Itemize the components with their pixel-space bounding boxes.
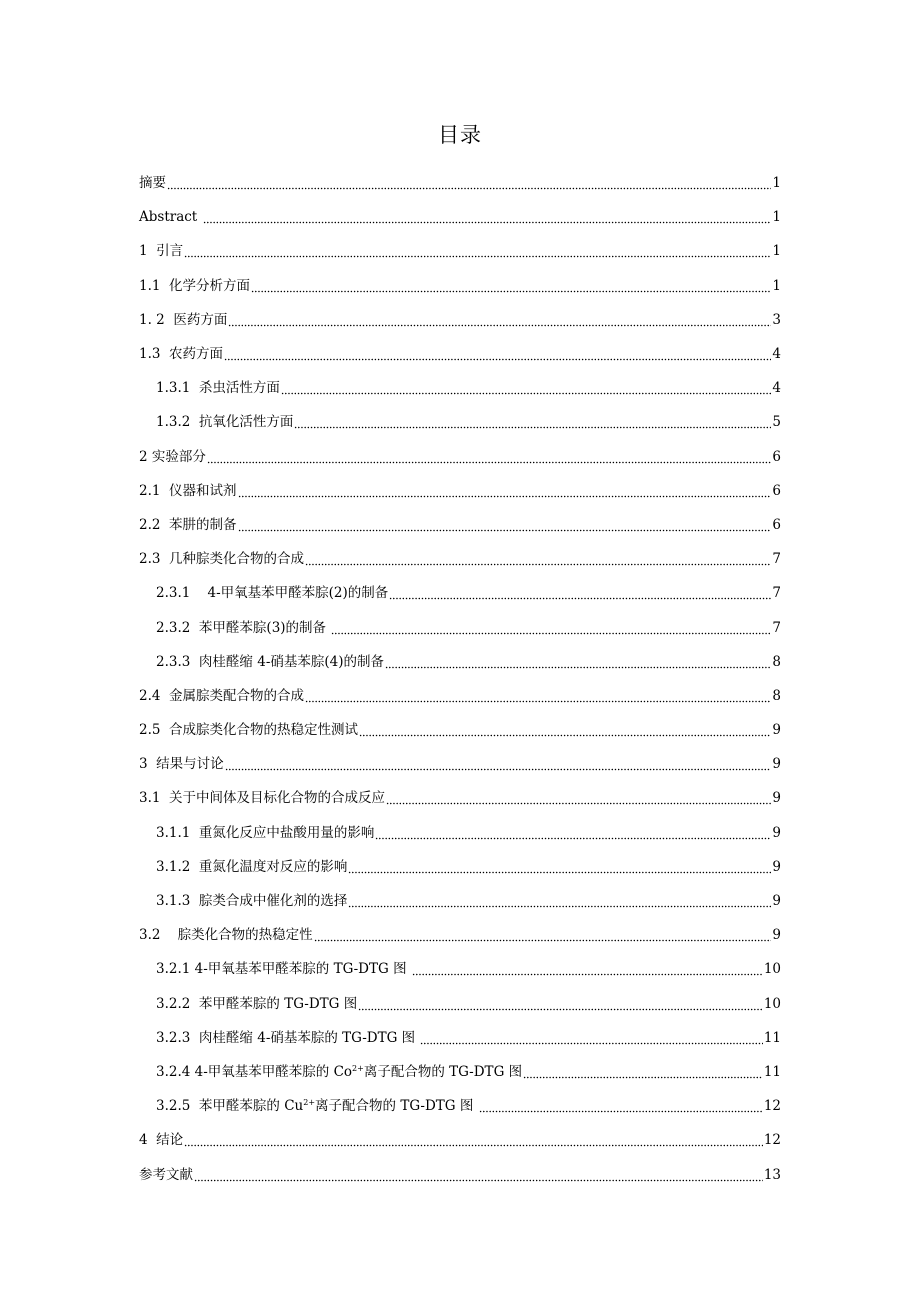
toc-page-number: 10 [763, 995, 781, 1012]
toc-entry-label: 3.2.3 肉桂醛缩 4-硝基苯腙的 TG-DTG 图 [156, 1029, 420, 1046]
dot-leader [305, 687, 771, 705]
toc-page-number: 9 [772, 824, 781, 841]
dot-leader [479, 1097, 763, 1115]
toc-page-number: 4 [772, 346, 781, 363]
toc-entry[interactable] [139, 508, 781, 542]
toc-entry-label: 2.3.2 苯甲醛苯腙(3)的制备 [156, 619, 331, 636]
dot-leader [184, 242, 771, 260]
toc-entry[interactable] [139, 1123, 781, 1157]
toc-entry[interactable] [139, 200, 781, 234]
charge-superscript: 2+ [303, 1098, 316, 1108]
label-text-after: 离子配合物的 TG-DTG 图 [315, 1098, 478, 1115]
toc-entry[interactable] [139, 781, 781, 815]
toc-page-number: 7 [772, 585, 781, 602]
toc-page-number: 11 [763, 1063, 781, 1080]
toc-entry-label: 2.3.1 4-甲氧基苯甲醛苯腙(2)的制备 [156, 585, 389, 602]
toc-entry-label: 1.3 农药方面 [139, 346, 224, 363]
toc-entry-label: 3.2 腙类化合物的热稳定性 [139, 927, 313, 944]
toc-entry-label: 1.3.2 抗氧化活性方面 [156, 414, 294, 431]
toc-entry-label: 3.1.2 重氮化温度对反应的影响 [156, 858, 348, 875]
toc-page-number: 5 [772, 414, 781, 431]
toc-entry[interactable] [139, 1089, 781, 1123]
toc-entry-label: 1. 2 医药方面 [139, 311, 228, 328]
toc-page-number: 9 [772, 722, 781, 739]
toc-entry[interactable] [139, 987, 781, 1021]
toc-page-number: 8 [772, 653, 781, 670]
toc-entry[interactable] [139, 371, 781, 405]
dot-leader [238, 482, 772, 500]
dot-leader [375, 824, 771, 842]
label-text: 3.2.4 4-甲氧基苯甲醛苯腙的 Co [156, 1063, 353, 1080]
toc-entry-label: 3.1 关于中间体及目标化合物的合成反应 [139, 790, 386, 807]
toc-entry-label: 3.2.2 苯甲醛苯腙的 TG-DTG 图 [156, 995, 358, 1012]
dot-leader [386, 789, 771, 807]
toc-page-number: 12 [763, 1132, 781, 1149]
toc-entry-label [156, 1097, 478, 1115]
dot-leader [207, 448, 772, 466]
toc-page-number: 11 [763, 1029, 781, 1046]
toc-entry-label: 1 引言 [139, 243, 184, 260]
toc-entry[interactable] [139, 952, 781, 986]
toc-entry-label: 2.3 几种腙类化合物的合成 [139, 551, 305, 568]
toc-entry-label: 2 实验部分 [139, 448, 206, 465]
dot-leader [194, 1166, 763, 1184]
toc-page-number: 9 [772, 858, 781, 875]
toc-entry-label: Abstract [139, 209, 202, 226]
toc-entry[interactable] [139, 884, 781, 918]
toc-page-number: 13 [763, 1166, 781, 1183]
toc-entry-label: 2.2 苯肼的制备 [139, 516, 237, 533]
dot-leader [251, 277, 771, 295]
dot-leader [359, 721, 771, 739]
toc-entry[interactable] [139, 1021, 781, 1055]
toc-entry-label: 参考文献 [139, 1166, 193, 1183]
dot-leader [281, 379, 771, 397]
toc-entry-label: 3.2.1 4-甲氧基苯甲醛苯腙的 TG-DTG 图 [156, 961, 411, 978]
dot-leader [348, 892, 771, 910]
toc-entry[interactable] [139, 610, 781, 644]
toc-entry[interactable] [139, 234, 781, 268]
dot-leader [238, 516, 772, 534]
toc-page-number: 7 [772, 551, 781, 568]
toc-page-number: 8 [772, 687, 781, 704]
toc-entry[interactable] [139, 679, 781, 713]
toc-entry-label: 2.4 金属腙类配合物的合成 [139, 687, 305, 704]
dot-leader [224, 345, 771, 363]
toc-entry-label: 3.1.1 重氮化反应中盐酸用量的影响 [156, 824, 375, 841]
toc-page-number: 3 [772, 311, 781, 328]
dot-leader [348, 858, 771, 876]
toc-entry-label [156, 1063, 522, 1081]
label-text-after: 离子配合物的 TG-DTG 图 [363, 1063, 523, 1080]
toc-list [139, 166, 781, 1192]
toc-entry[interactable] [139, 405, 781, 439]
toc-entry[interactable] [139, 1157, 781, 1191]
toc-entry-label: 2.5 合成腙类化合物的热稳定性测试 [139, 722, 359, 739]
toc-page-number: 9 [772, 790, 781, 807]
toc-page-number: 6 [772, 516, 781, 533]
toc-page-number: 12 [763, 1098, 781, 1115]
toc-entry-label: 3.1.3 腙类合成中催化剂的选择 [156, 893, 348, 910]
dot-leader [314, 926, 772, 944]
dot-leader [203, 208, 772, 226]
toc-entry[interactable] [139, 645, 781, 679]
toc-entry[interactable] [139, 303, 781, 337]
toc-entry[interactable] [139, 1055, 781, 1089]
toc-page-number: 7 [772, 619, 781, 636]
toc-entry[interactable] [139, 816, 781, 850]
toc-entry[interactable] [139, 474, 781, 508]
toc-page-number: 1 [772, 175, 781, 192]
dot-leader [294, 413, 771, 431]
dot-leader [228, 311, 771, 329]
toc-entry-label: 1.3.1 杀虫活性方面 [156, 380, 280, 397]
toc-entry[interactable] [139, 440, 781, 474]
toc-page-number: 1 [772, 277, 781, 294]
dot-leader [184, 1131, 763, 1149]
dot-leader [420, 1029, 762, 1047]
toc-entry-label: 3 结果与讨论 [139, 756, 224, 773]
toc-entry[interactable] [139, 850, 781, 884]
toc-entry[interactable] [139, 269, 781, 303]
toc-entry[interactable] [139, 918, 781, 952]
label-text: 3.2.5 苯甲醛苯腙的 Cu [156, 1098, 304, 1115]
toc-page-number: 10 [763, 961, 781, 978]
toc-page-number: 4 [772, 380, 781, 397]
toc-entry[interactable] [139, 713, 781, 747]
toc-page-number: 1 [772, 243, 781, 260]
dot-leader [385, 653, 771, 671]
toc-page-number: 6 [772, 482, 781, 499]
toc-title: 目录 [438, 123, 482, 147]
toc-page-number: 9 [772, 893, 781, 910]
toc-entry-label: 1.1 化学分析方面 [139, 277, 251, 294]
dot-leader [358, 995, 763, 1013]
dot-leader [225, 755, 772, 773]
dot-leader [412, 960, 763, 978]
toc-entry-label: 摘要 [139, 175, 166, 192]
toc-page-number: 9 [772, 927, 781, 944]
toc-entry[interactable] [139, 166, 781, 200]
dot-leader [331, 619, 771, 637]
charge-superscript: 2+ [352, 1063, 364, 1073]
toc-entry[interactable] [139, 337, 781, 371]
toc-entry[interactable] [139, 576, 781, 610]
toc-entry-label: 2.1 仪器和试剂 [139, 482, 237, 499]
toc-page-number: 6 [772, 448, 781, 465]
dot-leader [305, 550, 771, 568]
dot-leader [167, 174, 771, 192]
dot-leader [523, 1063, 763, 1081]
toc-entry[interactable] [139, 747, 781, 781]
dot-leader [389, 584, 771, 602]
toc-page-number: 9 [772, 756, 781, 773]
toc-entry-label: 4 结论 [139, 1132, 184, 1149]
toc-page-number: 1 [772, 209, 781, 226]
toc-entry[interactable] [139, 542, 781, 576]
toc-entry-label: 2.3.3 肉桂醛缩 4-硝基苯腙(4)的制备 [156, 653, 384, 670]
